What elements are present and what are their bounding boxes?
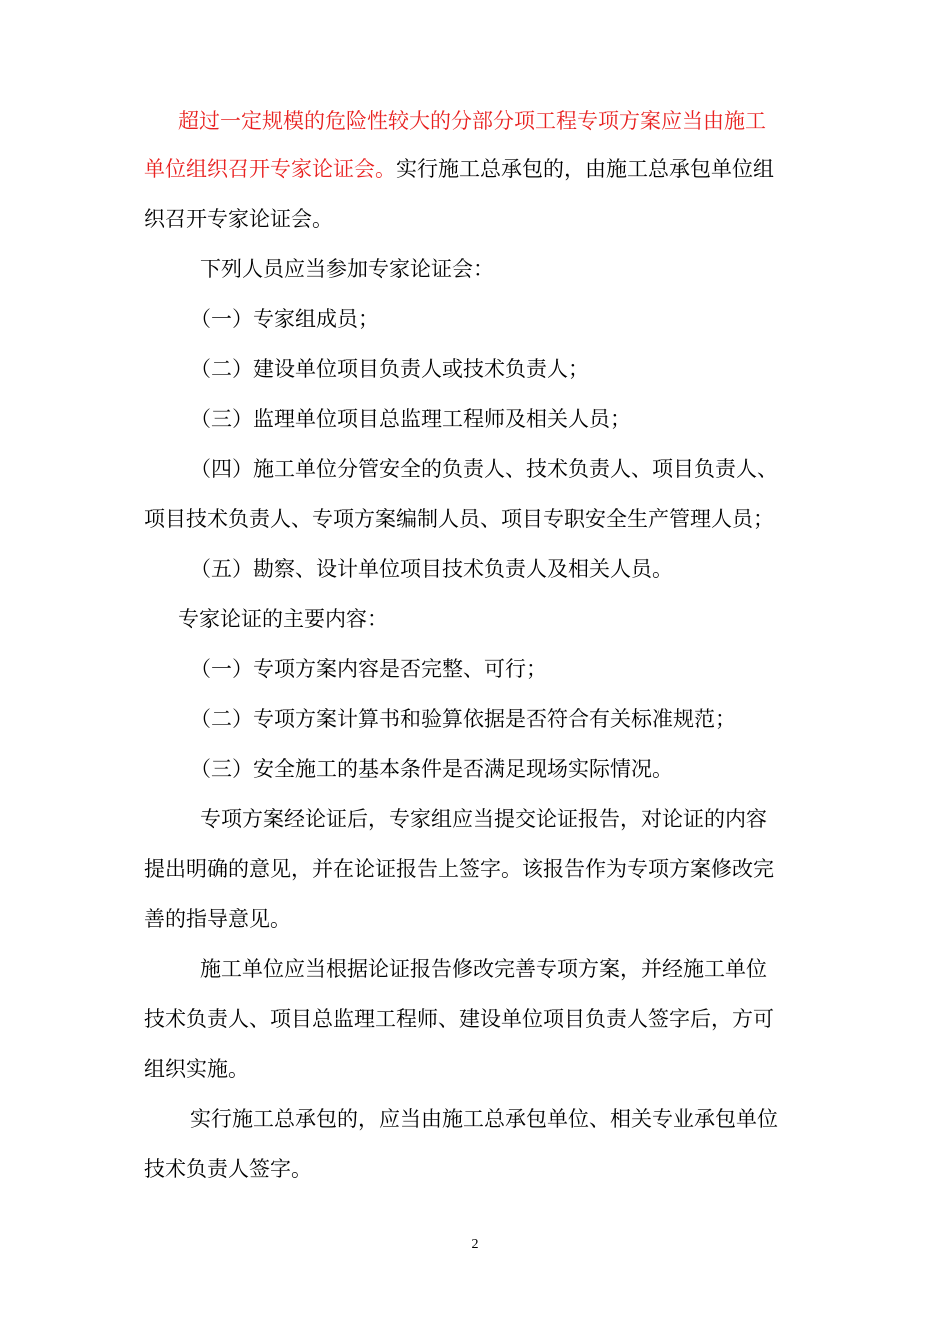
attendees-item-4-line-1: （四）施工单位分管安全的负责人、技术负责人、项目负责人、 [190,457,778,481]
attendees-item-3: （三）监理单位项目总监理工程师及相关人员； [190,407,631,431]
attendees-item-4-line-2: 项目技术负责人、专项方案编制人员、项目专职安全生产管理人员； [144,507,774,531]
contents-intro: 专家论证的主要内容： [178,607,388,631]
revision-line-1: 施工单位应当根据论证报告修改完善专项方案，并经施工单位 [200,957,767,981]
attendees-intro: 下列人员应当参加专家论证会： [200,257,494,281]
contents-item-1: （一）专项方案内容是否完整、可行； [190,657,547,681]
contents-item-2: （二）专项方案计算书和验算依据是否符合有关标准规范； [190,707,736,731]
revision-line-2: 技术负责人、项目总监理工程师、建设单位项目负责人签字后，方可 [144,1007,774,1031]
paragraph-1-line-2-red-text: 单位组织召开专家论证会。 [144,157,396,181]
general-contract-line-1: 实行施工总承包的，应当由施工总承包单位、相关专业承包单位 [190,1107,778,1131]
attendees-item-5: （五）勘察、设计单位项目技术负责人及相关人员。 [190,557,673,581]
revision-line-3: 组织实施。 [144,1057,249,1081]
attendees-item-1: （一）专家组成员； [190,307,379,331]
paragraph-1-line-1: 超过一定规模的危险性较大的分部分项工程专项方案应当由施工 [178,109,766,133]
report-line-1: 专项方案经论证后，专家组应当提交论证报告，对论证的内容 [200,807,767,831]
paragraph-1-line-2 [144,154,774,184]
contents-item-3: （三）安全施工的基本条件是否满足现场实际情况。 [190,757,673,781]
paragraph-1-line-2-black-text: 实行施工总承包的，由施工总承包单位组 [396,157,774,181]
paragraph-1-line-3: 织召开专家论证会。 [144,207,333,231]
attendees-item-2: （二）建设单位项目负责人或技术负责人； [190,357,589,381]
general-contract-line-2: 技术负责人签字。 [144,1157,312,1181]
report-line-3: 善的指导意见。 [144,907,291,931]
report-line-2: 提出明确的意见，并在论证报告上签字。该报告作为专项方案修改完 [144,857,774,881]
page-number: 2 [471,1237,479,1252]
